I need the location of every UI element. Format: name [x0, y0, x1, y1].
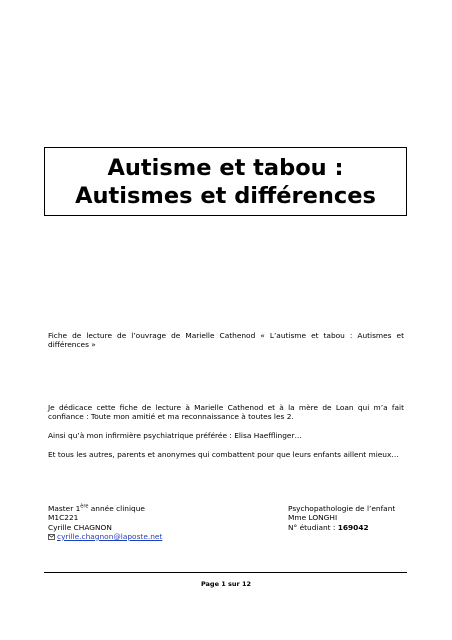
student-code: M1C221: [48, 513, 79, 523]
page-number: Page 1 sur 12: [200, 580, 252, 588]
footer-separator: [44, 572, 407, 573]
dedication-paragraph-1: Je dédicace cette fiche de lecture à Marielle Cathenod et à la mère de Loan qui m’a fait confiance : Toute mon amitié et ma reconnaissance à toutes les 2.: [48, 403, 404, 422]
course-teacher: Mme LONGHI: [288, 513, 338, 523]
course-info: [288, 504, 418, 532]
student-email-line: [48, 532, 248, 541]
title-box: [44, 147, 407, 216]
student-number-line: N° étudiant : 169042: [288, 522, 369, 532]
course-subject: Psychopathologie de l’enfant: [288, 504, 396, 513]
student-number: 169042: [337, 522, 369, 532]
student-info: [48, 504, 248, 541]
student-name: Cyrille CHAGNON: [48, 522, 112, 532]
student-email-link[interactable]: cyrille.chagnon@laposte.net: [57, 531, 163, 541]
title-line-2: Autismes et différences: [75, 182, 376, 209]
student-level: Master 1ère année clinique: [48, 503, 145, 513]
envelope-icon: [48, 534, 55, 540]
dedication-paragraph-3: Et tous les autres, parents et anonymes qui combattent pour que leurs enfants aillent mieux…: [48, 450, 399, 459]
dedication-paragraph-2: Ainsi qu’à mon infirmière psychiatrique préférée : Elisa Haefflinger…: [48, 431, 302, 440]
title-line-1: Autisme et tabou :: [107, 154, 344, 181]
intro-paragraph: Fiche de lecture de l’ouvrage de Marielle Cathenod « L’autisme et tabou : Autismes et différences »: [48, 331, 404, 350]
